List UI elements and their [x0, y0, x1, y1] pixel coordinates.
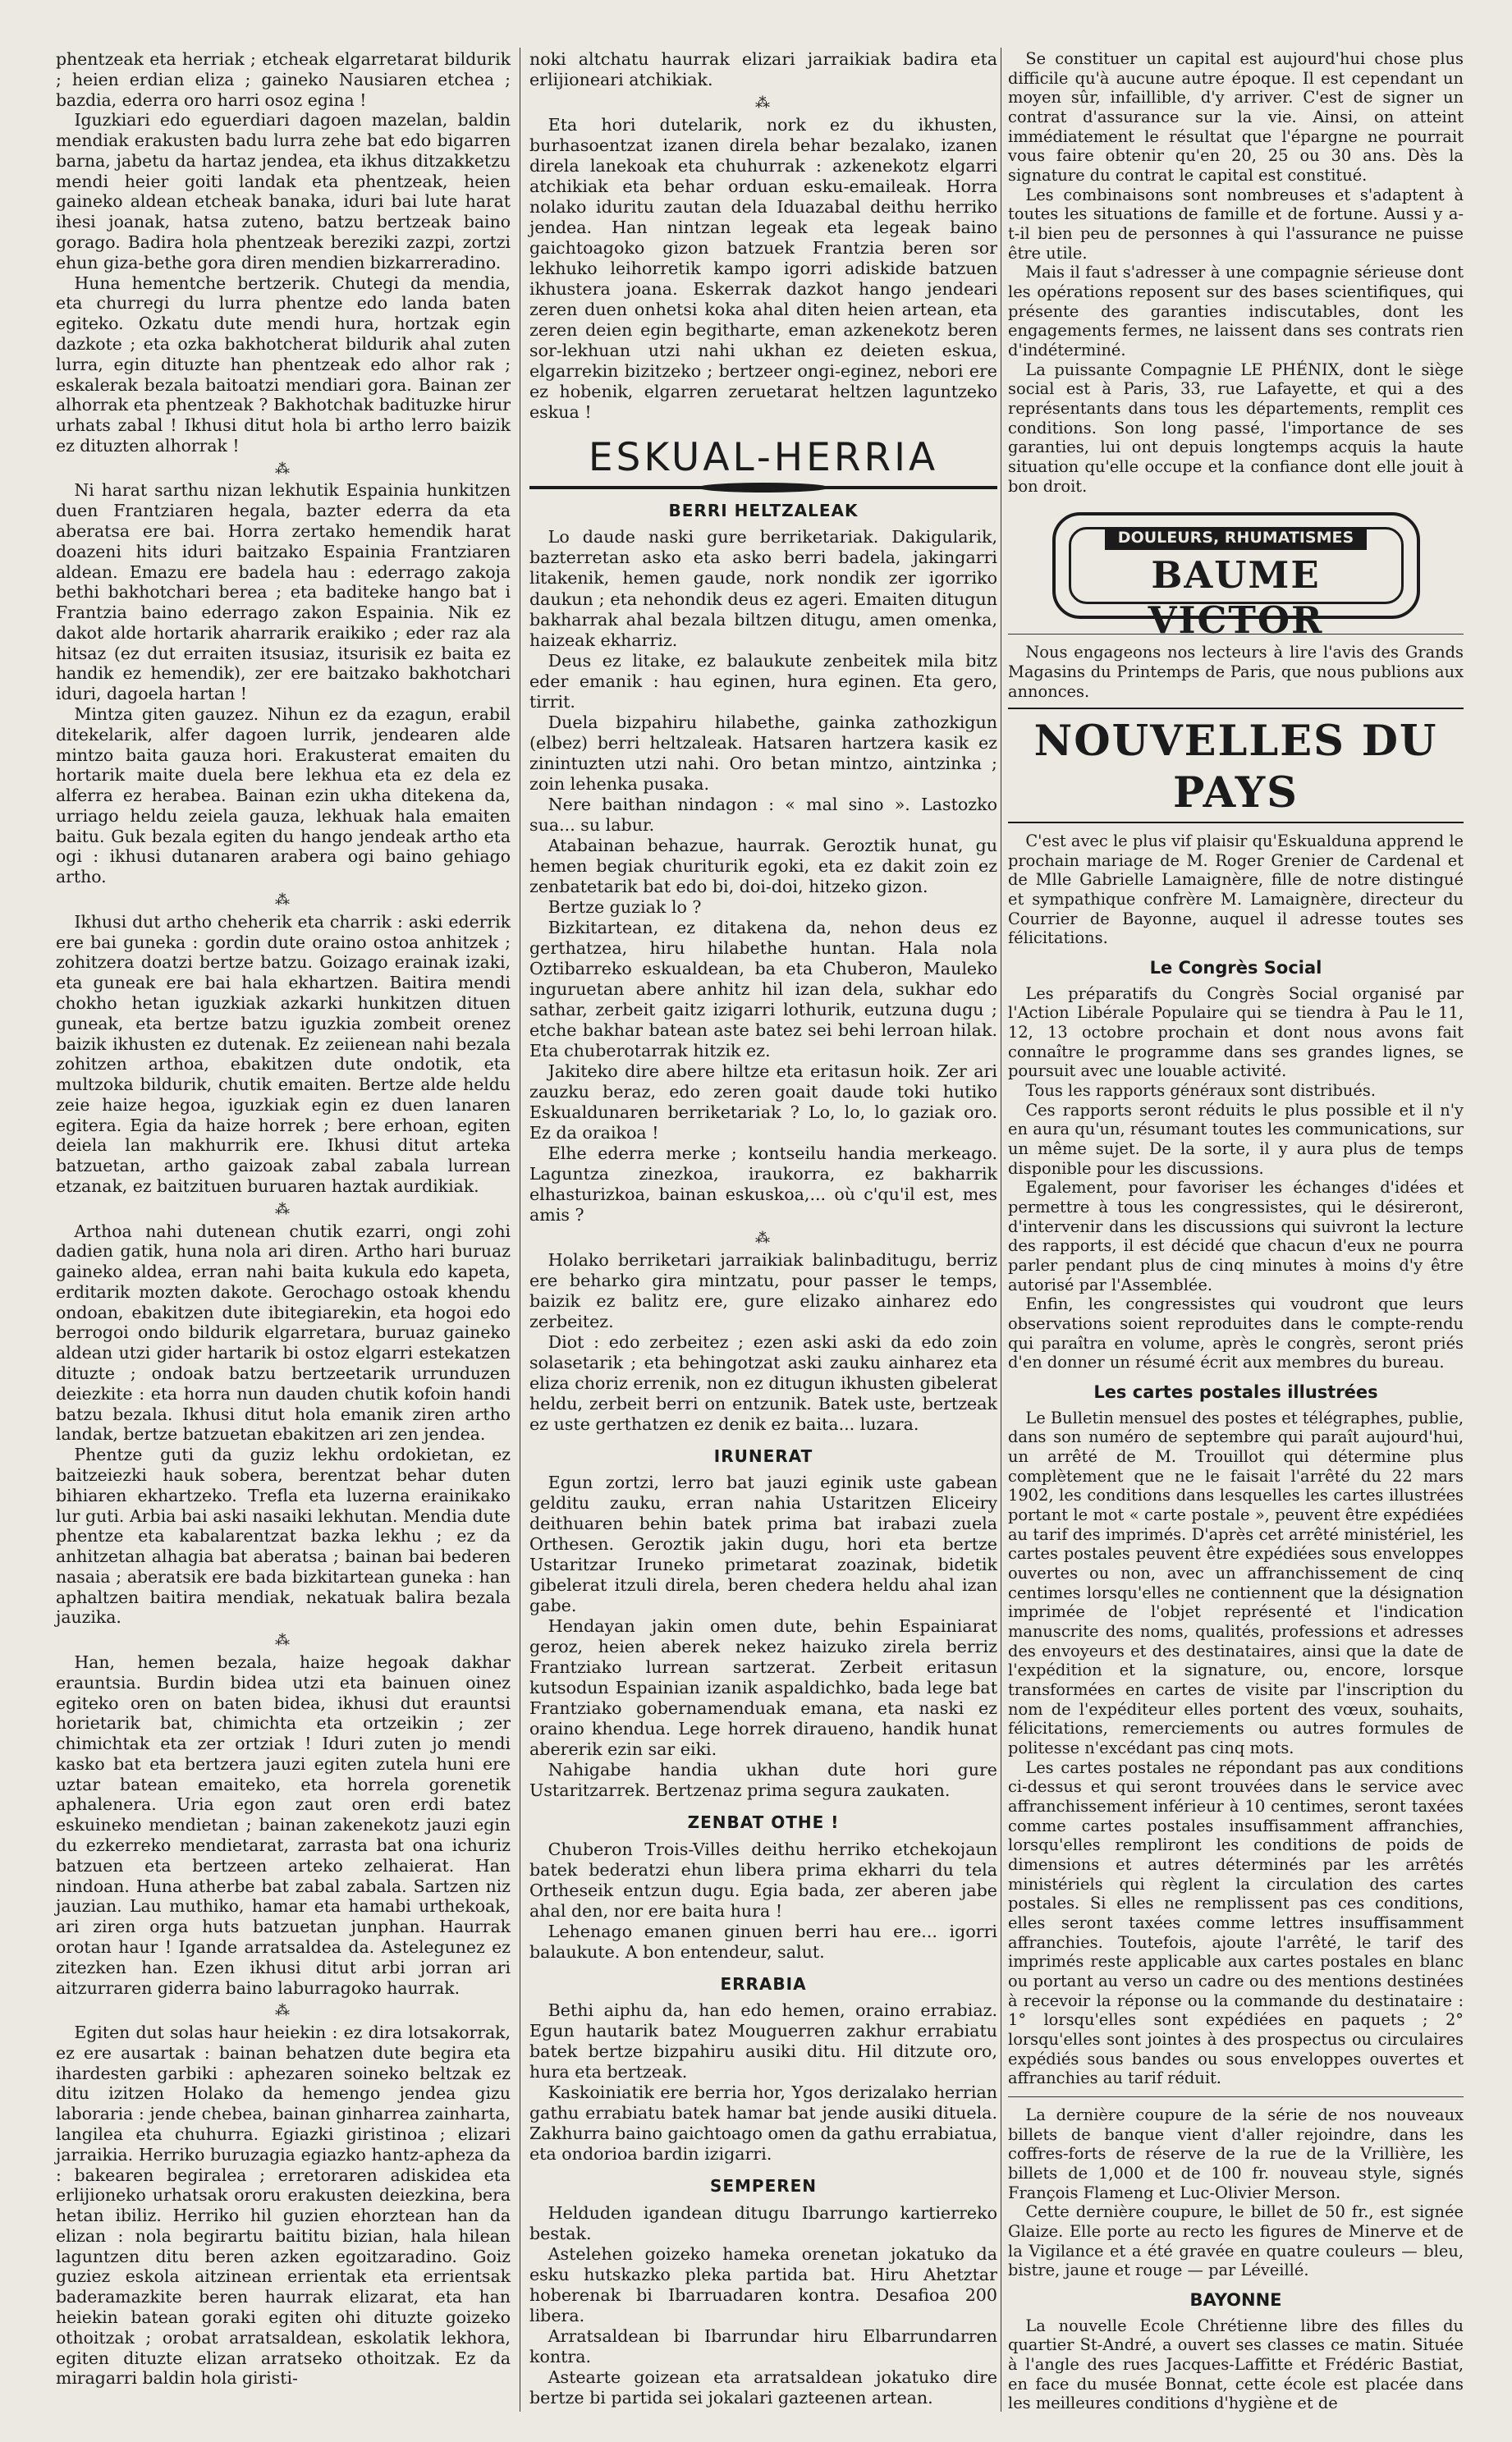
- paragraph: Le Bulletin mensuel des postes et télégraphes, publie, dans son numéro de septembre qui paraît aujourd'hui, un arrêté de M. Trouillot qui détermine plus complètement que ne le faisait l'arrêté du 22 mars 1902, les conditions dans lesquelles les cartes illustrées portant le mot « carte postale », peuvent être expédiées au tarif des imprimés. D'après cet arrêté ministériel, les cartes postales peuvent être expédiées sous enveloppes ouvertes ou non, avec un affranchissement de cinq centimes lorsqu'elles ne contiennent que la désignation imprimée de l'objet représenté et l'indication manuscrite des noms, qualités, professions et adresses des envoyeurs et des destinataires, ainsi que la date de l'expédition et la signature, ou, encore, lorsque transformées en cartes de visite par l'inscription du nom de l'expéditeur elles portent des vœux, souhaits, félicitations, remerciements ou autres formules de politesse n'excédant pas cinq mots.: [1008, 1408, 1464, 1758]
- section-heading: Le Congrès Social: [1149, 957, 1322, 978]
- paragraph: Bethi aiphu da, han edo hemen, oraino errabiaz. Egun hautarik batez Mouguerren zakhur errabiatu batek bertze bizpahiru ausiki ditu. Hil ditzute oro, hura eta bertzeak.: [529, 2000, 997, 2082]
- nouvelles-heading: NOUVELLES DU PAYS: [1008, 708, 1464, 822]
- paragraph: Duela bizpahiru hilabethe, gainka zathozkigun (elbez) berri heltzaleak. Hatsaren hartzera kasik ez zinintuzten utzi nahi. Oro betan mintzo, aintzinka ; zoin lehenka pusaka.: [529, 712, 997, 794]
- paragraph: La dernière coupure de la série de nos nouveaux billets de banque vient d'aller rejoindre, dans les coffres-forts de réserve de la rue de la Vrillière, les billets de 1,000 et de 100 fr. nouveau style, signés François Flameng et Luc-Olivier Merson.: [1008, 2105, 1464, 2202]
- asterism-ornament: ⁂: [755, 94, 772, 112]
- paragraph: Phentze guti da guziz lekhu ordokietan, ez baitzeiezki hauk sobera, berentzat behar duten bihiaren ekhartzeko. Trefla eta luzerna erainikako lur guti. Arbia bai aski nasaiki lekhutan. Mendia dute phentze eta kabalarentzat bazka lekhu ; ez da anhitzetan alhagia bat aberatsa ; bainan bai bederen nasaia ; aberatsik ere bada bizkitartean guneka : han aphaltzen baitira mendiak, nekatuak balira bezala jauzika.: [56, 1445, 511, 1628]
- paragraph: Astelehen goizeko hameka orenetan jokatuko da esku hutskazko pleka partida bat. Hiru Ahetztar hoberenak bi Ibarruadaren kontra. Desafioa 200 libera.: [529, 2243, 997, 2325]
- paragraph: Les cartes postales ne répondant pas aux conditions ci-dessus et qui seront trouvées dans le service avec affranchissement inférieur à 10 centimes, seront taxées comme cartes postales insuffisamment affranchies, lorsqu'elles rempliront les conditions de poids de dimensions et autres déterminés par les arrêtés ministériels qui règlent la circulation des cartes postales. Si elles ne remplissent pas ces conditions, elles seront taxées comme lettres insuffisamment affranchies. Toutefois, ajoute l'arrêté, le tarif des imprimés reste applicable aux cartes postales en blanc ou portant au verso un cadre ou des mentions destinées à recevoir la réponse ou la commande du destinataire : 1° lorsqu'elles sont expédiées en paquets ; 2° lorsqu'elles sont jointes à des prospectus ou circulaires expédiés sous bandes ou sous enveloppes ouvertes et affranchies au tarif réduit.: [1008, 1757, 1464, 2088]
- baume-victor-advert: [1052, 512, 1420, 642]
- paragraph: Han, hemen bezala, haize hegoak dakhar erauntsia. Burdin bidea utzi eta bainuen oinez egiteko oren on baten bidea, ikhusi dut erauntsi horietarik bat, chimichta eta ortzeikin ; zer chimichtak eta zer ortziak ! Iduri zuten jo mendi kasko bat eta bertzera jauzi egiten zutela huni ere uztar batean emaiteko, eta horrela gorenetik aphalenera. Uria egon zaut oren erdi batez eskuineko mendietan ; bainan zakenekotz jauzi egin du ezkerreko mendietarat, zarrasta bat ona ichuriz batzuen eta bertzeen arteko zelhaierat. Han nindoan. Huna atherbe bat zabal zabala. Sartzen niz jauzian. Lau muthiko, hamar eta hamabi urthekoak, ari ziren orga huts batzuetan junphan. Haurrak orotan haur ! Igande arratsaldea da. Astelegunez ez zitezken han. Ezen ikhusi ditut arbi jorran ari aitzurraren giderra baino laburragoko haurrak.: [56, 1652, 511, 1998]
- asterism-ornament: ⁂: [275, 460, 291, 478]
- section-heading: IRUNERAT: [713, 1445, 813, 1466]
- paragraph: Egalement, pour favoriser les échanges d'idées et permettre à tous les congressistes, qui le désireront, d'intervenir dans les discussions qui suivront la lecture des rapports, il est décidé que chacun d'eux ne pourra parler pendant plus de cinq minutes à moins d'y être autorisé par l'Assemblée.: [1008, 1178, 1464, 1294]
- assurance-paragraph: Mais il faut s'adresser à une compagnie sérieuse dont les opérations reposent sur des bases scientifiques, qui présente des garanties indiscutables, dont les engagements fermes, ne laissent dans ses contrats rien d'indéterminé.: [1008, 263, 1464, 360]
- paragraph: Iguzkiari edo eguerdiari dagoen mazelan, baldin mendiak erakusten badu lurra zehe bat edo bigarren barna, jabetu da hartaz jendea, eta ikhus ditzakketzu mendi heier goiti landak eta phentzeak, heien gaineko aldean etcheak banaka, iduri bai lute harat ihesi joanak, hatsa zuteno, batzu bertzeak baino gorago. Badira hola phentzeak bereziki zazpi, zortzi ehun giza-bethe gora diren mendien bizkarreradino.: [56, 110, 511, 273]
- section-heading: BAYONNE: [1189, 2290, 1282, 2311]
- paragraph: Chuberon Trois-Villes deithu herriko etchekojaun batek bederatzi ehun libera prima ekharri du tela Ortheseik entzun dugu. Egia bada, zer aberen jabe ahal den, nor ere baita hura !: [529, 1839, 997, 1921]
- paragraph: Nere baithan nindagon : « mal sino ». Lastozko sua... su labur.: [529, 794, 997, 835]
- paragraph: Nahigabe handia ukhan dute hori gure Ustaritzarrek. Bertzenaz prima segura zaukaten.: [529, 1760, 997, 1801]
- paragraph: Deus ez litake, ez balaukute zenbeitek mila bitz eder emanik : hau eginen, hura eginen. Eta gero, tirrit.: [529, 650, 997, 712]
- paragraph: Mintza giten gauzez. Nihun ez da ezagun, erabil ditekelarik, alfer dagoen lurrik, jendearen alde mintzo baita gauza hori. Erakusterat emaiten du hortarik maite duela bere lekhua eta ez dela ez alferra ez herabea. Bainan ezin ukha ditekena da, urriago heldu zeiela gauza, lekhuak hala emaiten baitu. Guk bezala egiten du hango jendeak artho eta ogi : ikhusi dutanaren arabera ogi baino gehiago artho.: [56, 704, 511, 887]
- assurance-paragraph: Se constituer un capital est aujourd'hui chose plus difficile qu'à aucune autre époque. Il est cependant un moyen sûr, infaillible, d'y arriver. C'est de signer un contrat d'assurance sur la vie. Ainsi, on atteint immédiatement le résultat que l'épargne ne pourrait vous faire obtenir qu'en 20, 25 ou 30 ans. Dès la signature du contrat le capital est constitué.: [1008, 49, 1464, 186]
- paragraph: Bizkitartean, ez ditakena da, nehon deus ez gerthatzea, hiru hilabethe huntan. Hala nola Oztibarreko eskualdean, ba eta Chuberon, Mauleko inguruetan abere anhitz hil izan dela, sukhar edo sathar, zerbeit gaitz izigarri lothurik, eutzuna dugu ; etche bakhar batean aste batez sei behi lerroan hilak. Eta chuberotarrak hitzik ez.: [529, 917, 997, 1061]
- paragraph: Egun zortzi, lerro bat jauzi eginik uste gabean gelditu zauku, erran nahia Ustaritzen Eliceiry deithuaren behin batek prima bat irabazi zuela Orthesen. Geroztik jakin dugu, hori eta bertze Ustaritzar Iruneko primetarat zoazinak, bidetik gibelerat itzuli direla, beren chedera heldu ahal izan gabe.: [529, 1473, 997, 1616]
- paragraph: Ces rapports seront réduits le plus possible et il n'y en aura qu'un, résumant toutes les communications, sur un même sujet. De la sorte, il y aura plus de temps disponible pour les discussions.: [1008, 1100, 1464, 1178]
- printemps-notice: Nous engageons nos lecteurs à lire l'avis des Grands Magasins du Printemps de Paris, que nous publions aux annonces.: [1008, 643, 1464, 701]
- paragraph: Elhe ederra merke ; kontseilu handia merkeago. Laguntza zinezkoa, iraukorra, ez bakharrik elhasturizkoa, bainan eskuskoa,... où c'qu'il est, mes amis ?: [529, 1143, 997, 1225]
- advert-inner-frame: [1069, 527, 1404, 642]
- paragraph: Hendayan jakin omen dute, behin Espainiarat geroz, heien aberek nekez haizuko zirela berriz Frantziako lurrean sartzerat. Zerbeit eritasun kutsodun Espainian izanik aspaldichko, bada lege bat Frantziako gobernamenduak emana, eta naski ez oraino khendua. Lege horrek diraueno, handik hunat abererik ezin sar eiki.: [529, 1616, 997, 1760]
- section-heading: Les cartes postales illustrées: [1093, 1381, 1378, 1402]
- asterism-ornament: ⁂: [275, 2002, 291, 2020]
- section-heading: BERRI HELTZALEAK: [668, 501, 859, 521]
- paragraph: Arratsaldean bi Ibarrundar hiru Elbarrundarren kontra.: [529, 2325, 997, 2366]
- assurance-paragraph: Les combinaisons sont nombreuses et s'adaptent à toutes les situations de famille et de fortune. Aussi y a-t-il bien peu de personnes à qui l'assurance ne puisse être utile.: [1008, 185, 1464, 263]
- asterism-ornament: ⁂: [275, 1632, 291, 1650]
- paragraph: Huna hementche bertzerik. Chutegi da mendia, eta churregi du lurra phentze edo landa baten egiteko. Ozkatu dute mendi hura, hortzak egin dazkote ; eta ozka bakhotcherat bildurik ahal zuten lurra, egin dituzte han phentzeak edo alhor rak ; eskalerak bezala baitoatzi mendiari gora. Bainan zer alhorrak eta phentzeak ? Bakhotchak badituzke hirur urhats zabal ! Ikhusi ditut hola bi artho lerro baizik ez dituzten alhorrak !: [56, 273, 511, 456]
- column-3: [1008, 49, 1464, 2413]
- section-heading: ZENBAT OTHE !: [687, 1812, 840, 1833]
- paragraph: Enfin, les congressistes qui voudront que leurs observations soient reproduites dans le compte-rendu qui paraîtra en volume, après le congrès, seront priés d'en donner un résumé écrit aux membres du bureau.: [1008, 1294, 1464, 1372]
- paragraph: Ikhusi dut artho cheherik eta charrik : aski ederrik ere bai guneka : gordin dute oraino ostoa anhitzek ; zohitzera doatzi bertze batzu. Goizago erainak izaki, eta guneak ere bai hala ekhartzen. Baitira mendi chokho hetan iguzkiak azkarki hunkitzen dituen guneak, eta bertze batzu iguzkia zombeit orenez baizik ikhusten ez dutenak. Ez zeiienean nahi bezala zohitzen arthoa, ebakitzen dute ondotik, eta multzoka bildurik, chutik emaiten. Bertze alde heldu zeie haize hegoa, iguzkiak egin ez duen lanaren egitera. Egia da haize horrek ; bere erhoan, egiten deiela lan makhurrik ere. Ikhusi ditut arteka batzuetan, artho gaizoak zabal zabala lurrean etzanak, ez baitzituen buruaren haztak aurdikiak.: [56, 911, 511, 1196]
- section-masthead: ESKUAL-HERRIA: [588, 435, 939, 481]
- paragraph: Arthoa nahi dutenean chutik ezarri, ongi zohi dadien gatik, huna nola ari diren. Artho hari buruaz gaineko aldea, erran nahi baita kukula edo kapeta, erditarik mozten dakote. Gerochago ostoak khendu ondoan, ebakitzen dute ibitegiarekin, eta hogoi edo berrogoi ondo bildurik elgarretara, buruaz gaineko aldean utzi gider hartarik bi ostoz elgarri estekatzen dituzte ; ondoak batzu bertzeetarik urrunduzen deiezkite : eta horra nun dauden chutik kofoin handi batzu bezala. Ikhusi ditut hola emanik ziren artho landak, bertze batzuetan ebakitzen ari zen jendea.: [56, 1221, 511, 1445]
- paragraph: noki altchatu haurrak elizari jarraikiak badira eta erlijioneari atchikiak.: [529, 49, 997, 90]
- paragraph: Kaskoiniatik ere berria hor, Ygos derizalako herrian gathu errabiatu batek hamar bat jende ausiki dituela. Zakhurra baino gaichtoago omen da gathu errabiatua, eta ondorioa bardin izigarri.: [529, 2082, 997, 2165]
- paragraph: Jakiteko dire abere hiltze eta eritasun hoik. Zer ari zauzku beraz, edo zeren goait daude toki hutiko Eskualdunaren berriketariak ? Lo, lo, lo gaziak oro. Ez da oraikoa !: [529, 1061, 997, 1143]
- section-heading: SEMPEREN: [709, 2176, 818, 2197]
- paragraph: Ni harat sarthu nizan lekhutik Espainia hunkitzen duen Frantziaren hegala, bazter ederra da eta aberatsa ere bai. Horra zertako hemendik harat doazeni hits iduri baitzako Espainia Frantziaren aldean. Emazu ere badela hau : ederrago zakoja bethi bakhotchari berea ; eta baditeke hango bat i Frantzia baino ederrago zakon Espainia. Nik ez dakot alde hortarik aharrarik eraikiko ; eder raz ala hitsaz (ez dut erraiten itsusiaz, itsurisik ez baita ez handik ez hemendik), zer ere baitzako bakhotchari iduri, dagoela hartan !: [56, 480, 511, 704]
- paragraph: Cette dernière coupure, le billet de 50 fr., est signée Glaize. Elle porte au recto les figures de Minerve et de la Vigilance et a été gravée en quatre couleurs — bleu, bistre, jaune et rouge — par Léveillé.: [1008, 2202, 1464, 2280]
- paragraph: Eta hori dutelarik, nork ez du ikhusten, burhasoentzat izanen direla behar bezalako, izanen direla lanekoak eta chuhurrak : azkenekotz elgarri atchikiak eta behar orduan esku-emaileak. Horra nolako iduritu zautan dela Iduazabal deithu herriko jendea. Han nintzan legeak eta legeak baino gaichtoagoko gizon batzuek Frantzia beren sor lekhuko leihorretik kampo igorri adiskide batzuen ikhustera joana. Eskerrak dazkot hango jendeari zeren duen onhetsi koka ahal diten heien artean, eta zeren deien egin begitharte, eman azkenekotz beren sor-lekhuan utzi nahi ukhan ez deieten eskua, elgarrekin bizitzeko ; bertzeer ongi-eginez, nebori ere ez hobenik, elgarren zeruetarat heltzen laguntzeko eskua !: [529, 114, 997, 423]
- divider: [1008, 2096, 1464, 2097]
- asterism-ornament: ⁂: [275, 1200, 291, 1218]
- paragraph: Holako berriketari jarraikiak balinbaditugu, berriz ere beharko gira mintzatu, pour passer le temps, baizik ez balitz ere, gure elizako ainharez edo zerbeitez.: [529, 1249, 997, 1331]
- asterism-ornament: ⁂: [755, 1229, 772, 1247]
- paragraph: Astearte goizean eta arratsaldean jokatuko dire bertze bi partida sei jokalari gazteenen artean.: [529, 2366, 997, 2408]
- paragraph: C'est avec le plus vif plaisir qu'Eskualduna apprend le prochain mariage de M. Roger Grenier de Cardenal et de Mlle Gabrielle Lamaignère, fille de notre distingué et sympathique confrère M. Lamaignère, directeur du Courrier de Bayonne, auquel il adresse toutes ses félicitations.: [1008, 831, 1464, 948]
- paragraph: Egiten dut solas haur heiekin : ez dira lotsakorrak, ez ere ausartak : bainan behatzen dute begira eta ihardesten garbiki : aphezaren soineko beltzak ez ditu izitzen Holako da hemengo jendea gizu laboraria : jende chebea, bainan ginharrea zainharta, langilea eta chuhurra. Egiazki giristinoa ; elizari jarraikia. Herriko buruzagia egiazko hantz-apheza da : bakearen begiralea ; erretoraren adiskidea eta erlijioneko urhatsak ororu erakusten deiezkina, bera hetan ibiliz. Herriko hil guzien ehorztean han da elizan : nola begirartu baititu bizian, hala hilean laguntzen ditu beren azken egoitzaradino. Goiz guziez eskola aitzinean errientak eta errientsak baderamazkite beren haurrak elizarat, eta han heiekin batean goraki egiten ohi dituzte goizeko othoitzak ; orobat arratsaldean, eskolatik lekhora, egiten dituzte elizan arratseko othoitzak. Ez da miragarri baldin hola giristi-: [56, 2023, 511, 2389]
- paragraph: phentzeak eta herriak ; etcheak elgarretarat bildurik ; heien erdian eliza ; gaineko Nausiaren etchea ; bazdia, ederra oro harri osoz egina !: [56, 49, 511, 110]
- paragraph: Helduden igandean ditugu Ibarrungo kartierreko bestak.: [529, 2202, 997, 2243]
- paragraph: La nouvelle Ecole Chrétienne libre des filles du quartier St-André, a ouvert ses classes ce matin. Située à l'angle des rues Jacques-Laffitte et Frédéric Bastiat, en face du musée Bonnat, cette école est placée dans les meilleures conditions d'hygiène et de: [1008, 2316, 1464, 2413]
- paragraph: Diot : edo zerbeitez ; ezen aski aski da edo zoin solasetarik ; eta behingotzat aski zauku ainharez eta eliza choriz errenik, non ez ditugun ikhusten gibelerat heldu, zerbeit berri on entzunik. Batek uste, bertzeak ez uste gerthatzen ez denik ez baita... luzara.: [529, 1331, 997, 1434]
- paragraph: Les préparatifs du Congrès Social organisé par l'Action Libérale Populaire qui se tiendra à Pau le 11, 12, 13 octobre prochain et dont nous avons fait connaître le programme dans ses grandes lignes, se poursuit avec une louable activité.: [1008, 983, 1464, 1081]
- paragraph: Bertze guziak lo ?: [548, 896, 702, 917]
- advert-brand: BAUME VICTOR: [1148, 552, 1324, 642]
- asterism-ornament: ⁂: [275, 891, 291, 909]
- column-1: [56, 49, 511, 2389]
- paragraph: Lehenago emanen ginuen berri hau ere... igorri balaukute. A bon entendeur, salut.: [529, 1921, 997, 1962]
- assurance-paragraph: La puissante Compagnie LE PHÉNIX, dont le siège social est à Paris, 33, rue Lafayette, et qui a des représentants dans tous les départements, remplit ces conditions. Son long passé, l'importance de ses garanties, lui ont depuis longtemps acquis la haute situation qu'elle occupe et la confiance dont elle jouit à bon droit.: [1008, 360, 1464, 496]
- section-heading: ERRABIA: [720, 1973, 807, 1994]
- column-2: [529, 49, 997, 2408]
- masthead-rule: [529, 486, 997, 489]
- paragraph: Lo daude naski gure berriketariak. Dakigularik, bazterretan asko eta asko berri badela, jakingarri litakenik, hemen gaude, nork nondik zer igorriko daukun ; eta nehondik deus ez ageri. Emaiten ditugun bakharrak ahal bezala biltzen ditugu, amen omenka, haizeak ekharriz.: [529, 527, 997, 650]
- advert-tagline: DOULEURS, RHUMATISMES: [1105, 527, 1367, 549]
- paragraph: Tous les rapports généraux sont distribués.: [1025, 1080, 1376, 1100]
- paragraph: Atabainan behazue, haurrak. Geroztik hunat, gu hemen begiak churiturik egoki, eta ez dakit zoin ez zenbatetarik bat edo bi, doi-doi, hitzeko gizon.: [529, 835, 997, 896]
